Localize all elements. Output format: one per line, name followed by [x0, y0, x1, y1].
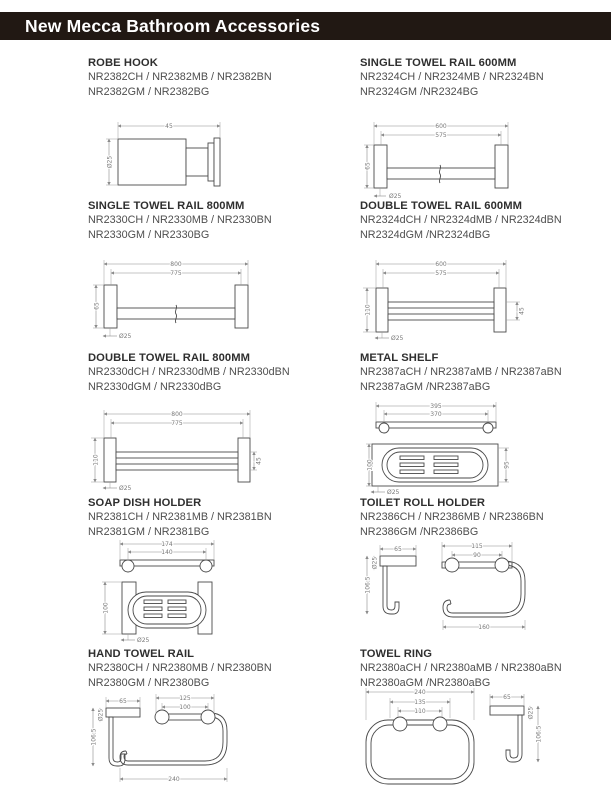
product-double-towel-rail-800 [88, 352, 353, 394]
dim-label: 115 [471, 543, 483, 551]
figure [376, 288, 506, 332]
figure [120, 560, 214, 634]
figure [104, 285, 248, 328]
product-title: TOILET ROLL HOLDER [360, 497, 486, 509]
product-title: SINGLE TOWEL RAIL 600MM [360, 57, 517, 69]
dim-label: 90 [473, 552, 481, 560]
page-header [0, 12, 611, 40]
metal-shelf-drawing [358, 396, 513, 496]
dim-label: Ø25 [119, 333, 132, 340]
product-codes-line2: NR2380GM / NR2380BG [88, 676, 210, 689]
product-codes-line1: NR2380aCH / NR2380aMB / NR2380aBN [360, 662, 562, 674]
product-title: HAND TOWEL RAIL [88, 648, 195, 660]
product-codes-line2: NR2324dGM /NR2324dBG [360, 228, 491, 241]
figure [374, 145, 508, 188]
dim-label: 240 [168, 776, 180, 784]
product-codes-line1: NR2380CH / NR2380MB / NR2380BN [88, 662, 272, 674]
figure [104, 438, 250, 482]
product-codes-line1: NR2324dCH / NR2324dMB / NR2324dBN [360, 214, 562, 226]
product-codes-line1: NR2330CH / NR2330MB / NR2330BN [88, 214, 272, 226]
product-soap-dish-holder [88, 497, 353, 539]
product-metal-shelf [360, 352, 611, 394]
dim-label: 65 [93, 302, 101, 310]
page-title: New Mecca Bathroom Accessories [25, 16, 321, 36]
dim-label: Ø25 [137, 637, 150, 644]
dim-label: 45 [255, 457, 263, 465]
dim-label: 600 [435, 261, 447, 269]
figure [118, 138, 220, 186]
dim-label: 125 [179, 695, 191, 703]
dim-label: 106.5 [535, 725, 543, 743]
dim-label: Ø25 [389, 193, 402, 200]
dim-label: 600 [435, 123, 447, 131]
dim-label: 65 [503, 694, 511, 702]
product-codes-line2: NR2324GM /NR2324BG [360, 85, 479, 98]
product-codes-line2: NR2382GM / NR2382BG [88, 85, 210, 98]
dim-label: Ø25 [119, 485, 132, 492]
dim-label: Ø25 [97, 708, 105, 722]
dim-label: 110 [414, 708, 426, 716]
dim-label: 65 [394, 546, 402, 554]
double-towel-rail-600-drawing [356, 250, 528, 342]
dim-label: 65 [119, 698, 127, 706]
product-title: SOAP DISH HOLDER [88, 497, 202, 509]
dim-label: 110 [364, 304, 372, 316]
product-codes-line1: NR2324CH / NR2324MB / NR2324BN [360, 71, 544, 83]
product-toilet-roll-holder [360, 497, 611, 539]
product-codes-line2: NR2330dGM / NR2330dBG [88, 380, 222, 393]
dim-label: 370 [430, 411, 442, 419]
towel-ring-drawing [352, 684, 547, 799]
product-codes-line1: NR2381CH / NR2381MB / NR2381BN [88, 511, 272, 523]
dim-label: 45 [165, 123, 173, 131]
product-title: METAL SHELF [360, 352, 439, 364]
product-codes-line2: NR2330GM / NR2330BG [88, 228, 210, 241]
product-codes-line1: NR2387aCH / NR2387aMB / NR2387aBN [360, 366, 562, 378]
dim-label: Ø25 [106, 155, 114, 169]
dim-label: 95 [503, 461, 511, 469]
dim-label: 135 [414, 699, 426, 707]
product-codes-line2: NR2387aGM /NR2387aBG [360, 380, 491, 393]
dim-label: 575 [435, 132, 447, 140]
dim-label: 160 [478, 624, 490, 632]
robe-hook-drawing [98, 110, 248, 198]
dim-label: 575 [435, 270, 447, 278]
product-title: SINGLE TOWEL RAIL 800MM [88, 200, 245, 212]
dim-label: 100 [366, 459, 374, 471]
product-codes-line1: NR2382CH / NR2382MB / NR2382BN [88, 71, 272, 83]
product-codes-line2: NR2380aGM /NR2380aBG [360, 676, 491, 689]
dim-label: Ø25 [371, 556, 379, 570]
dim-label: Ø25 [387, 489, 400, 496]
product-double-towel-rail-600 [360, 200, 611, 242]
dim-label: 65 [364, 162, 372, 170]
dim-label: 800 [170, 261, 182, 269]
soap-dish-holder-drawing [92, 534, 242, 644]
figure [366, 706, 524, 784]
product-codes-line1: NR2386CH / NR2386MB / NR2386BN [360, 511, 544, 523]
product-single-towel-rail-600 [360, 57, 611, 99]
product-single-towel-rail-800 [88, 200, 353, 242]
product-codes-line1: NR2330dCH / NR2330dMB / NR2330dBN [88, 366, 290, 378]
dim-label: 106.5 [364, 576, 372, 594]
dim-label: 775 [170, 270, 182, 278]
dim-label: 240 [414, 689, 426, 697]
dim-label: 800 [171, 411, 183, 419]
dim-label: 45 [518, 307, 526, 315]
product-codes-line2: NR2386GM /NR2386BG [360, 525, 479, 538]
dim-label: 775 [171, 420, 183, 428]
dim-label: 140 [161, 549, 173, 557]
dim-label: 100 [102, 602, 110, 614]
dim-label: Ø25 [527, 706, 535, 720]
figure [380, 556, 525, 617]
product-title: DOUBLE TOWEL RAIL 800MM [88, 352, 251, 364]
product-codes-line2: NR2381GM / NR2381BG [88, 525, 210, 538]
product-hand-towel-rail [88, 648, 353, 690]
product-title: TOWEL RING [360, 648, 433, 660]
dim-label: 395 [430, 403, 442, 411]
dim-label: 110 [92, 454, 100, 466]
double-towel-rail-800-drawing [84, 400, 264, 492]
dim-label: 100 [179, 704, 191, 712]
figure [106, 708, 227, 766]
dim-label: 174 [161, 541, 173, 549]
dim-label: Ø25 [391, 335, 404, 342]
product-robe-hook [88, 57, 353, 99]
hand-towel-rail-drawing [84, 688, 264, 800]
single-towel-rail-600-drawing [356, 110, 521, 200]
product-title: DOUBLE TOWEL RAIL 600MM [360, 200, 523, 212]
product-title: ROBE HOOK [88, 57, 158, 69]
dim-label: 106.5 [90, 728, 98, 746]
single-towel-rail-800-drawing [84, 248, 262, 340]
toilet-roll-holder-drawing [358, 536, 533, 644]
figure [372, 422, 498, 486]
